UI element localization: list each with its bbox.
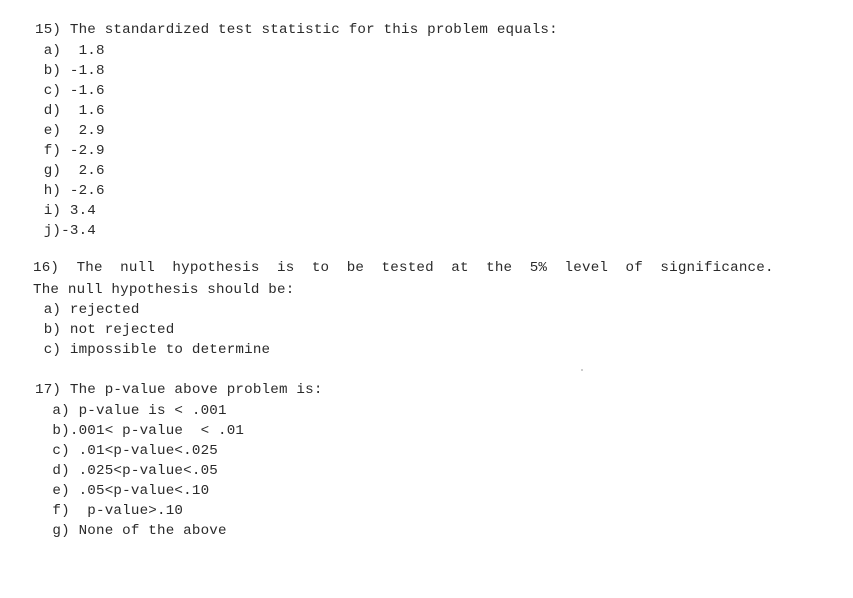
q15-option-f: f) -2.9 bbox=[35, 143, 105, 159]
q17-option-a: a) p-value is < .001 bbox=[35, 403, 227, 419]
question-15-text: 15) The standardized test statistic for this problem equals: bbox=[35, 22, 558, 38]
q17-option-f: f) p-value>.10 bbox=[35, 503, 184, 519]
q15-option-h: h) -2.6 bbox=[35, 183, 105, 199]
q17-option-b: b).001< p-value < .01 bbox=[35, 423, 245, 439]
q15-option-c: c) -1.6 bbox=[35, 83, 105, 99]
q15-option-j: j)-3.4 bbox=[35, 223, 96, 239]
stray-mark bbox=[581, 369, 583, 371]
question-16-text-line2: The null hypothesis should be: bbox=[33, 282, 295, 298]
q15-option-b: b) -1.8 bbox=[35, 63, 105, 79]
question-16-text-line1: 16) The null hypothesis is to be tested at the 5% level of significance. bbox=[33, 260, 774, 276]
q17-option-g: g) None of the above bbox=[35, 523, 227, 539]
q15-option-g: g) 2.6 bbox=[35, 163, 105, 179]
q15-option-a: a) 1.8 bbox=[35, 43, 105, 59]
q15-option-d: d) 1.6 bbox=[35, 103, 105, 119]
q17-option-c: c) .01<p-value<.025 bbox=[35, 443, 218, 459]
question-17-text: 17) The p-value above problem is: bbox=[35, 382, 323, 398]
q16-option-b: b) not rejected bbox=[35, 322, 175, 338]
q15-option-i: i) 3.4 bbox=[35, 203, 96, 219]
q16-option-a: a) rejected bbox=[35, 302, 140, 318]
q17-option-d: d) .025<p-value<.05 bbox=[35, 463, 218, 479]
q16-option-c: c) impossible to determine bbox=[35, 342, 271, 358]
q17-option-e: e) .05<p-value<.10 bbox=[35, 483, 210, 499]
q15-option-e: e) 2.9 bbox=[35, 123, 105, 139]
